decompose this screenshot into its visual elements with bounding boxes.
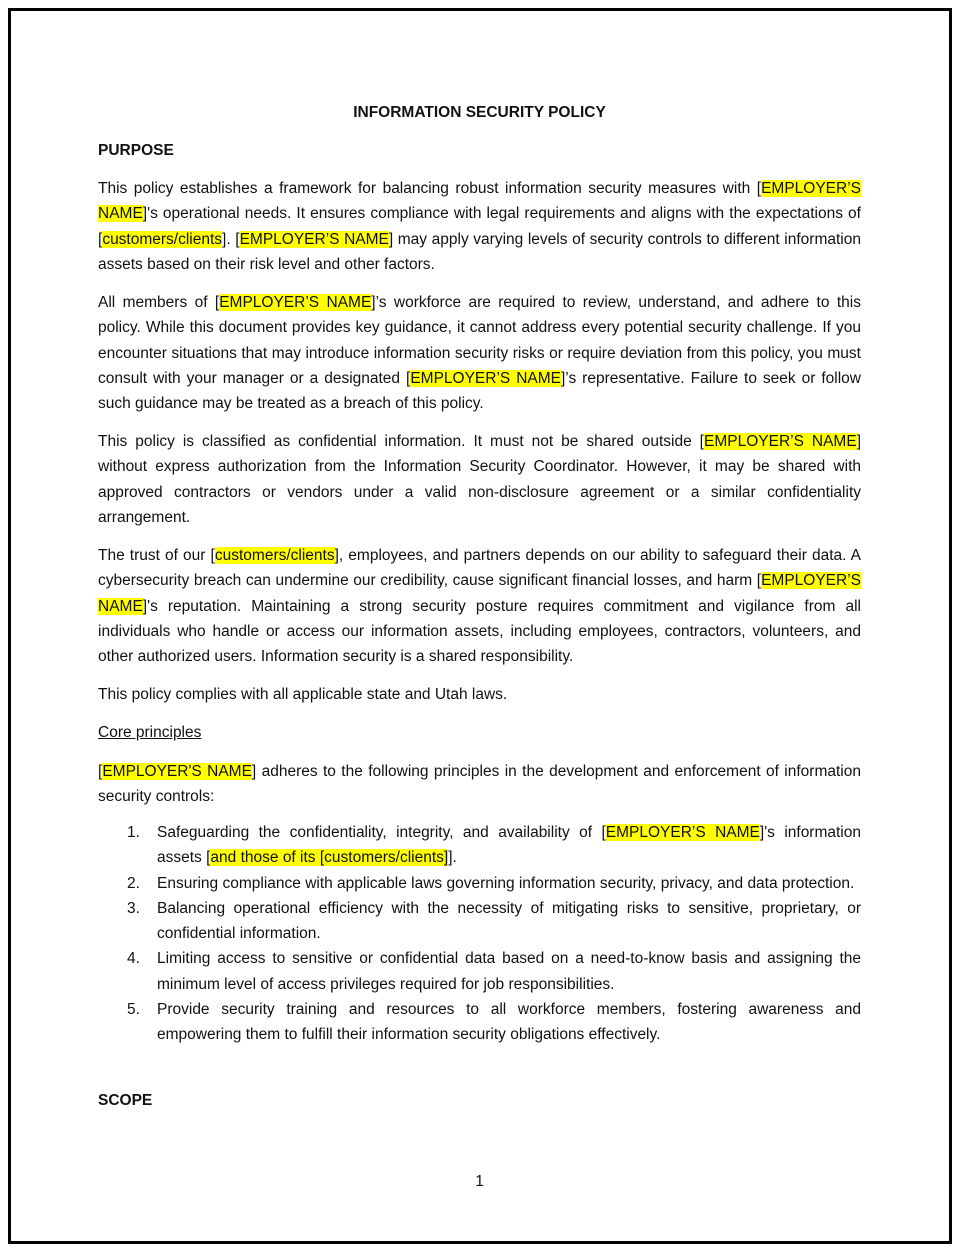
core-principles-heading: Core principles — [98, 724, 202, 741]
core-principles-intro: [EMPLOYER'S NAME] adheres to the following principles in the development and enforcement of information security controls: — [98, 763, 861, 806]
purpose-paragraph-3: This policy is classified as confidential information. It must not be shared outside [EMPLOYER’S NAME] without express authorization from the Information Security Coordinator. However, it may be shared with approved contractors or vendors under a valid non-disclosure agreement or a similar confidentiality arrangement. — [98, 433, 861, 526]
list-number: 3. — [127, 899, 140, 917]
placeholder-highlight: EMPLOYER’S NAME — [704, 433, 857, 450]
list-item: 4. Limiting access to sensitive or confidential data based on a need-to-know basis and assigning the minimum level of access privileges required for job responsibilities. — [98, 946, 861, 997]
list-item: 1. Safeguarding the confidentiality, integrity, and availability of [EMPLOYER’S NAME]'s information assets [and those of its [customers/clients]]. — [98, 820, 861, 871]
placeholder-highlight: EMPLOYER’S NAME — [410, 369, 561, 387]
placeholder-highlight: and those of its [customers/clients] — [210, 849, 449, 867]
placeholder-highlight: EMPLOYER’S NAME — [605, 824, 760, 841]
purpose-paragraph-1: This policy establishes a framework for balancing robust information security measures with [EMPLOYER’S NAME]'s operational needs. It ensures compliance with legal requirements and aligns with the expectations of [customers/clients]. [EMPLOYER’S NAME] may apply varying levels of security controls to different information assets based on their risk level and other factors. — [98, 180, 861, 273]
placeholder-highlight: EMPLOYER’S NAME — [98, 572, 861, 615]
purpose-heading: PURPOSE — [98, 142, 174, 159]
placeholder-highlight: customers/clients — [102, 230, 223, 248]
page-frame — [8, 8, 952, 1244]
purpose-paragraph-4: The trust of our [customers/clients], employees, and partners depends on our ability to safeguard their data. A cybersecurity breach can undermine our credibility, cause significant financial losses, and harm [EMPLOYER’S NAME]'s reputation. Maintaining a strong security posture requires commitment and vigilance from all individuals who handle or access our information assets, including employees, contractors, volunteers, and other authorized users. Information security is a shared responsibility. — [98, 547, 861, 666]
placeholder-highlight: EMPLOYER’S NAME — [98, 180, 861, 223]
purpose-paragraph-5: This policy complies with all applicable state and Utah laws. — [98, 686, 508, 703]
list-number: 2. — [127, 874, 140, 892]
placeholder-highlight: EMPLOYER’S NAME — [239, 230, 389, 248]
list-number: 5. — [127, 1001, 140, 1019]
list-item: 2. Ensuring compliance with applicable laws governing information security, privacy, and data protection. — [98, 871, 861, 896]
list-number: 1. — [127, 824, 140, 841]
placeholder-highlight: EMPLOYER’S NAME — [219, 294, 372, 311]
placeholder-highlight: EMPLOYER'S NAME — [102, 763, 252, 780]
list-item: 3. Balancing operational efficiency with the necessity of mitigating risks to sensitive, proprietary, or confidential information. — [98, 896, 861, 947]
list-number: 4. — [127, 950, 140, 968]
principles-list — [98, 820, 861, 1048]
page-number: 1 — [475, 1173, 484, 1190]
purpose-paragraph-2: All members of [EMPLOYER’S NAME]’s workforce are required to review, understand, and adhere to this policy. While this document provides key guidance, it cannot address every potential security challenge. If you encounter situations that may introduce information security risks or require deviation from this policy, you must consult with your manager or a designated [EMPLOYER’S NAME]’s representative. Failure to seek or follow such guidance may be treated as a breach of this policy. — [98, 294, 861, 413]
placeholder-highlight: customers/clients — [214, 547, 335, 564]
document-title: INFORMATION SECURITY POLICY — [353, 104, 606, 121]
list-item: 5. Provide security training and resources to all workforce members, fostering awareness and empowering them to fulfill their information security obligations effectively. — [98, 997, 861, 1048]
scope-heading: SCOPE — [98, 1092, 153, 1109]
